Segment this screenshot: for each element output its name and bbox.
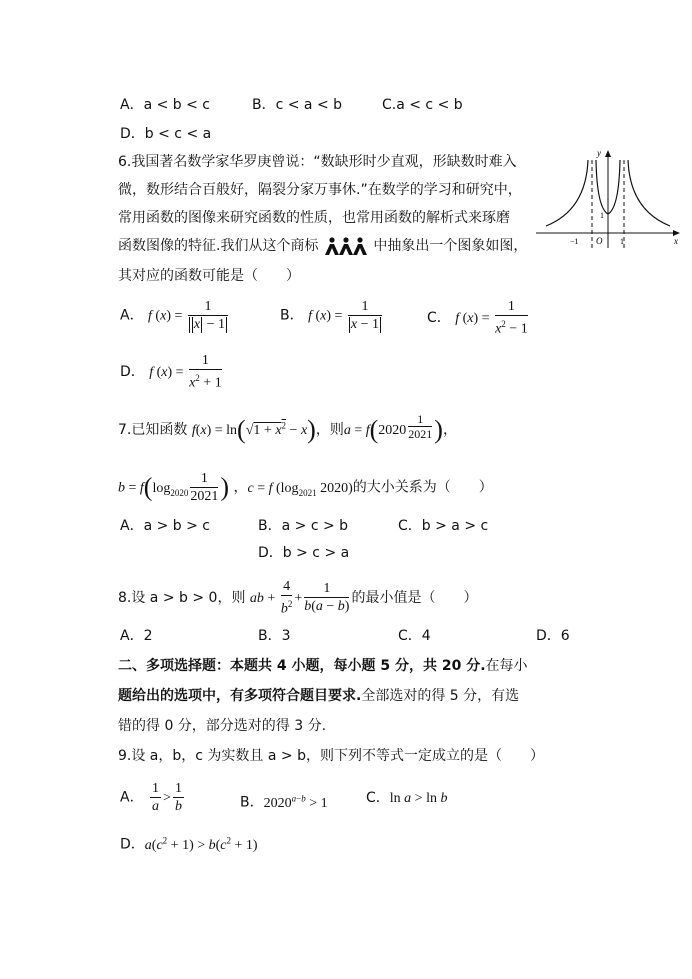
q6-stem-line4-a: 函数图像的特征.我们从这个商标 — [118, 238, 319, 254]
graph-y-label: y — [597, 148, 601, 158]
q8-option-a: A．2 — [120, 628, 153, 644]
kappa-logo-icon — [323, 237, 369, 255]
q8-option-d: D．6 — [536, 628, 570, 644]
q6-option-d: D． f (x) = $\frac{1}{x^2 + 1}$ — [120, 353, 222, 391]
q7-stem-line2: $b = f(\log_{2020}$ $\frac{1}{2021}$ ) ，c = f ($\log_{2021}$ 2020)的大小关系为（ ） — [118, 471, 493, 504]
curve-right — [628, 160, 670, 226]
y-axis-arrow-icon — [605, 150, 611, 157]
q6-stem-line3: 常用函数的图像来研究函数的性质，也常用函数的解析式来琢磨 — [118, 210, 510, 226]
q6-stem-line5: 其对应的函数可能是（ ） — [118, 268, 300, 284]
graph-neg1-label: −1 — [570, 237, 579, 246]
q9-stem: 9.设 a，b，c 为实数且 a > b，则下列不等式一定成立的是（ ） — [118, 748, 544, 764]
q6-stem-line1: 6.我国著名数学家华罗庚曾说：“数缺形时少直观，形缺数时难入 — [118, 154, 517, 170]
graph-x-label: x — [674, 236, 678, 246]
section2-line1: 二、多项选择题：本题共 4 小题，每小题 5 分，共 20 分.在每小 — [118, 658, 528, 674]
section2-line2: 题给出的选项中，有多项符合题目要求.全部选对的得 5 分，有选 — [118, 688, 520, 704]
q6-option-c: C． f (x) = $\frac{1}{x^2 - 1}$ — [427, 299, 528, 337]
q6-stem-line2: 微，数形结合百般好，隔裂分家万事休.”在数学的学习和研究中， — [118, 182, 522, 198]
graph-y1-label: 1 — [600, 211, 604, 220]
graph-origin-label: O — [596, 236, 603, 246]
curve-left — [546, 160, 588, 226]
q6-option-a: A． f (x) = $\frac{1}{x - 1}$ — [120, 298, 230, 333]
q6-stem-line4 — [118, 236, 527, 256]
q8-option-c: C．4 — [398, 628, 431, 644]
q6-stem-line4-b: 中抽象出一个图象如图， — [373, 238, 528, 254]
q7-option-c: C．b > a > c — [398, 518, 489, 534]
q5-option-d: D．b < c < a — [120, 126, 212, 142]
q5-option-c: C.a < c < b — [382, 97, 463, 113]
q8-option-b: B．3 — [258, 628, 291, 644]
q9-option-d: D．$a(c^2 + 1) > b(c^2 + 1)$ — [120, 835, 258, 853]
q9-option-c: C．ln a > ln b — [366, 790, 448, 806]
q5-option-a: A．a < b < c — [120, 97, 211, 113]
q7-option-a: A．a > b > c — [120, 518, 211, 534]
section2-line3: 错的得 0 分，部分选对的得 3 分. — [118, 718, 327, 734]
q9-option-b: B．$2020^{a-b} > 1$ — [240, 793, 328, 811]
q9-option-a: A． $\frac{1}{a}$ > $\frac{1}{b}$ — [120, 781, 182, 814]
q7-stem-line1: 7.已知函数 $f(x) = \ln(√1 + x^2 - x)$，则a = f(2020 $^{\frac{1}{2021}}$ )， — [118, 412, 457, 445]
q7-option-d: D．b > c > a — [258, 545, 350, 561]
q5-option-b: B．c < a < b — [252, 97, 343, 113]
graph-pos1-label: 1 — [620, 237, 624, 246]
q7-option-b: B．a > c > b — [258, 518, 349, 534]
q8-stem: 8.设 a > b > 0，则 ab + $\frac{4}{b^2}$ + $\frac{1}{b(a - b)}$ 的最小值是（ ） — [118, 579, 478, 617]
q6-option-b: B． f (x) = $\frac{1}{x - 1}$ — [280, 298, 384, 333]
q6-function-graph — [534, 146, 684, 250]
